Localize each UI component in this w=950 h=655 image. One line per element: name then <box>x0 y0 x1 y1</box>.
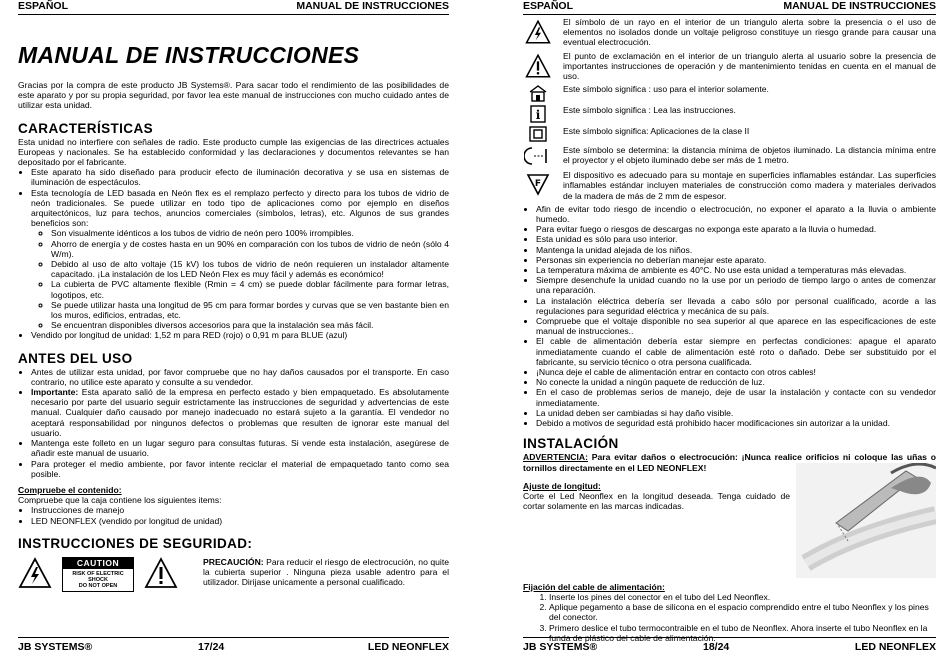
cutting-illustration <box>796 463 936 578</box>
symbol-row <box>523 126 936 142</box>
footer-page-number: 18/24 <box>703 641 730 653</box>
class-ii-icon <box>529 126 547 142</box>
safety-icons <box>18 557 203 592</box>
list-item <box>31 188 449 331</box>
list-item: • Este aparato ha sido diseñado para producir efecto de iluminación decorativa y se usa en sistemas de iluminación de espectáculos. <box>31 167 449 187</box>
contents-list <box>18 505 449 525</box>
features-heading: CARACTERÍSTICAS <box>18 120 154 136</box>
fix-steps <box>523 592 936 643</box>
caution-label <box>62 557 134 592</box>
list-item: ◦ Se puede utilizar hasta una longitud de 95 cm para formar bordes y curvas que se ven bastante bien en los muros, edificios, entradas, etc. <box>51 300 449 320</box>
list-item: • La temperatura máxima de ambiente es 40°C. No use esta unidad a temperaturas más elevadas. <box>536 265 936 275</box>
list-item: ◦ Se encuentran disponibles diversos accesorios para que la instalación sea más fácil. <box>51 320 449 330</box>
caution-title: CAUTION <box>63 558 133 569</box>
list-item: 3. Primero deslice el tubo termocontraible en el tubo de Neonflex. Ahora inserte el tubo Neonflex en la funda de plástico del cable de alimentación. <box>549 623 936 643</box>
safety-list <box>523 204 936 428</box>
list-item: • Afin de evitar todo riesgo de incendio o electrocución, no exponer el aparato a la lluvia o ambiente humedo. <box>536 204 936 224</box>
check-content-text: Compruebe que la caja contiene los siguientes items: <box>18 495 222 506</box>
symbol-text: Este símbolo significa : uso para el interior solamente. <box>563 84 769 95</box>
cut-label-line <box>523 481 790 491</box>
safety-heading: INSTRUCCIONES DE SEGURIDAD: <box>18 535 253 551</box>
right-header <box>523 0 936 15</box>
list-item: • Siempre desenchufe la unidad cuando no la use por un periodo de tiempo largo o antes de comenzar una reparación. <box>536 275 936 295</box>
right-footer <box>523 637 936 655</box>
min-distance-icon <box>524 146 552 166</box>
list-item: ◦ Son visualmente idénticos a los tubos de vidrio de neón pero 100% irrompibles. <box>51 228 449 238</box>
cut-text-col <box>523 481 790 578</box>
header-language: ESPAÑOL <box>523 0 573 12</box>
symbol-row <box>523 84 936 102</box>
fix-label-line <box>523 582 936 592</box>
list-item: • Mantenga la unidad alejada de los niños. <box>536 245 936 255</box>
list-item: • Vendido por longitud de unidad: 1,52 m para RED (rojo) o 0,91 m para BLUE (azul) <box>31 330 449 340</box>
precaution-text <box>203 557 449 592</box>
list-item: 1. Inserte los pines del conector en el tubo del Led Neonflex. <box>549 592 936 602</box>
cut-text: Corte el Led Neonflex en la longitud deseada. Tenga cuidado de cortar solamente en las marcas indicadas. <box>523 490 790 512</box>
footer-product: LED NEONFLEX <box>367 641 449 653</box>
cut-section <box>523 481 936 578</box>
list-item: ◦ La cubierta de PVC altamente flexible (Rmin = 4 cm) se puede doblar fácilmente para formar letras, logotipos, etc. <box>51 279 449 299</box>
before-use-list <box>18 367 449 479</box>
precaution-label: PRECAUCIÓN: <box>203 556 264 567</box>
list-item: • Antes de utilizar esta unidad, por favor compruebe que no hay daños causados por el transporte. En caso contrario, no utilice este aparato y consulte a su vendedor. <box>31 367 449 387</box>
check-label: Compruebe el contenido: <box>18 484 122 495</box>
warning-label: ADVERTENCIA: <box>523 452 588 463</box>
indoor-use-icon <box>528 84 548 102</box>
precaution-body: Para reducir el riesgo de electrocución, no quite la cubierta superior . Ninguna pieza usable adentro para el utilizador. Dirijase unicamente a personal cualificado. <box>203 556 449 588</box>
list-item: • El cable de alimentación debería estar siempre en perfectas condiciones: apague el aparato inmediatamente cuando el cable de alimentación esté roto o dañado. Debe ser substituido por el fabricante, su servicio técnico o otra persona cualificada. <box>536 336 936 367</box>
list-item-text: Esta tecnología de LED basada en Neón flex es el remplazo perfecto y directo para los tubos de vidrio de neón tradicionales. Se puede utilizar en todo tipo de aplicaciones como por ejemplo en diseños arquitectónicos, luz para techos, anuncios comerciales (símbolos, letras), etc. Algunos de sus grandes beneficios son: <box>31 187 449 229</box>
list-item: • Personas sin experiencia no deberían manejar este aparato. <box>536 255 936 265</box>
list-item <box>31 387 449 438</box>
header-title: MANUAL DE INSTRUCCIONES <box>296 0 449 12</box>
features-text: Esta unidad no interfiere con señales de radio. Este producto cumple las exigencias de las directrices actuales Europeas y nacionales. Se ha establecido conformidad y las declaraciones y documentos relevantes se han depositado por el fabricante. <box>18 136 449 168</box>
list-item: • Debido a motivos de seguridad está prohibido hacer modificaciones sin autorizar a la unidad. <box>536 418 936 428</box>
list-item: • Para evitar fuego o riesgos de descargas no exponga este aparato a la lluvia o humedad. <box>536 224 936 234</box>
symbol-text: El punto de exclamación en el interior de un triangulo alerta al usuario sobre la presencia de importantes instrucciones de operación y de mantenimiento tenidas en cuenta en el manual de uso. <box>563 50 936 82</box>
caution-line: RISK OF ELECTRIC SHOCK <box>72 570 124 583</box>
symbol-text: El dispositivo es adecuado para su montaje en superficies inflamables estándar. Las superficies inflamables estándar incluyen materiales de construcción como madera y materiales derivados de la madera de más de 2 mm de espesor. <box>563 170 936 201</box>
list-item: • Esta unidad es sólo para uso interior. <box>536 234 936 244</box>
left-header <box>18 0 449 15</box>
list-item: 2. Aplique pegamento a base de silicona en el espacio comprendido entre el tubo Neonflex y los pines del conector. <box>549 602 936 622</box>
list-item: • La unidad deben ser cambiadas si hay daño visible. <box>536 408 936 418</box>
svg-text:F: F <box>534 179 542 190</box>
check-content-label <box>18 485 449 495</box>
symbol-row <box>523 170 936 201</box>
cut-label: Ajuste de longitud: <box>523 480 601 491</box>
footer-brand: JB SYSTEMS® <box>18 641 93 653</box>
symbol-row <box>523 17 936 48</box>
list-item: • En el caso de problemas serios de manejo, deje de usar la instalación y contacte con su vendedor inmediatamente. <box>536 387 936 407</box>
list-item: • Instrucciones de manejo <box>31 505 449 515</box>
left-body <box>18 16 449 592</box>
list-item: • La instalación eléctrica debería ser llevada a cabo sólo por personal cualificado, acorde a las regulaciones para seguridad eléctrica y mecánica de su país. <box>536 296 936 316</box>
before-use-heading: ANTES DEL USO <box>18 350 133 366</box>
list-item-text: Esta aparato salió de la empresa en perfecto estado y bien empaquetado. Es absolutamente necesario por parte del usuario seguir estrictamente las instrucciones de seguridad y advertencias de este manual. Cualquier daño causado por manejo inadecuado no estará sujeto a la garantía. El vendedor no aceptará responsabilidad por ningunos defectos o problemas que resulten de ignorar este manual del usuario. <box>31 387 449 438</box>
symbol-row <box>523 105 936 123</box>
features-list <box>18 167 449 340</box>
important-label: Importante: <box>31 387 79 398</box>
caution-text <box>63 569 133 591</box>
fix-label: Fijación del cable de alimentación: <box>523 581 665 592</box>
right-page <box>475 0 950 654</box>
header-title: MANUAL DE INSTRUCCIONES <box>783 0 936 12</box>
list-item: • Mantenga este folleto en un lugar seguro para consultas futuras. Si vende esta instalación, asegúrese de añadir este manual de usuario. <box>31 438 449 458</box>
symbol-text: El símbolo de un rayo en el interior de un triangulo alerta sobre la presencia o el uso de elementos no isolados donde un voltaje peligroso constituye un riesgo grande para causar una eventual electrocución. <box>563 17 936 48</box>
exclamation-triangle-icon <box>525 53 551 79</box>
caution-line: DO NOT OPEN <box>78 582 118 589</box>
svg-text:i: i <box>535 108 541 123</box>
symbol-text: Este símbolo significa: Aplicaciones de la clase II <box>563 126 750 137</box>
benefits-list <box>37 228 449 330</box>
left-page <box>0 0 475 654</box>
main-title: MANUAL DE INSTRUCCIONES <box>18 42 360 68</box>
footer-page-number: 17/24 <box>198 641 225 653</box>
warning-text: Para evitar daños o electrocución: ¡Nunca realice orificios ni coloque las uñas o tornillos directamente en el LED NEONFLEX! <box>523 452 936 473</box>
installation-heading: INSTALACIÓN <box>523 436 619 452</box>
list-item: • Para proteger el medio ambiente, por favor intente reciclar el material de empaquetado tanto como sea posible. <box>31 459 449 479</box>
footer-brand: JB SYSTEMS® <box>523 641 598 653</box>
symbol-row <box>523 51 936 82</box>
header-language: ESPAÑOL <box>18 0 68 12</box>
flammable-surface-icon <box>526 172 550 196</box>
right-body <box>523 17 936 643</box>
safety-block <box>18 557 449 592</box>
footer-product: LED NEONFLEX <box>854 641 936 653</box>
list-item: • LED NEONFLEX (vendido por longitud de unidad) <box>31 516 449 526</box>
list-item: • No conecte la unidad a ningún paquete de reducción de luz. <box>536 377 936 387</box>
list-item: • Compruebe que el voltaje disponible no sea superior al que aparece en las especificaciones de este manual de instrucciones.. <box>536 316 936 336</box>
symbol-row <box>523 145 936 167</box>
left-footer <box>18 637 449 655</box>
symbol-text: Este símbolo significa : Lea las instrucciones. <box>563 105 736 116</box>
intro-text: Gracias por la compra de este producto JB Systems®. Para sacar todo el rendimiento de las posibilidades de este aparato y por su propia seguridad, por favor lea este manual de instrucciones con mucho cuidado antes de utilizar esta unidad. <box>18 80 449 111</box>
read-manual-icon <box>528 105 548 123</box>
list-item: ◦ Debido al uso de alto voltaje (15 kV) los tubos de vidrio de neón requieren un instalador altamente capacitado. ¡La instalación de los LED Neón Flex es muy fácil y además es económico! <box>51 259 449 279</box>
exclamation-triangle-icon <box>144 557 178 589</box>
lightning-triangle-icon <box>525 19 551 45</box>
symbol-text: Este símbolo se determina: la distancia mínima de objetos iluminado. La distancia mínima entre el proyector y el objeto iluminado debe ser más de 1 metro. <box>563 145 936 166</box>
lightning-triangle-icon <box>18 557 52 589</box>
list-item: ◦ Ahorro de energía y de costes hasta en un 90% en comparación con los tubos de vidrio de neón (sólo 4 W/m). <box>51 239 449 259</box>
list-item: • ¡Nunca deje el cable de alimentación entrar en contacto con otros cables! <box>536 367 936 377</box>
